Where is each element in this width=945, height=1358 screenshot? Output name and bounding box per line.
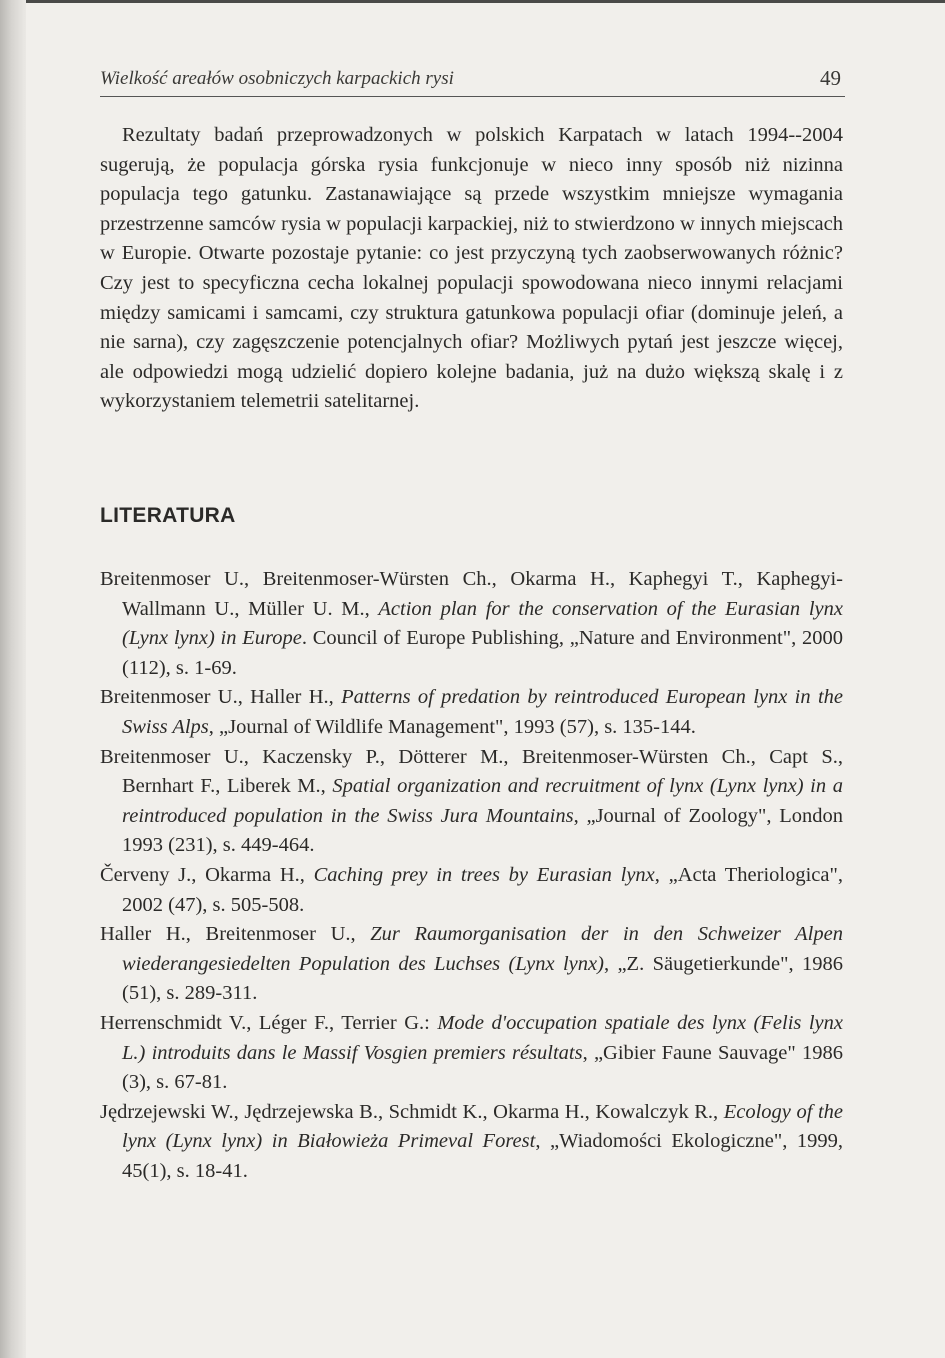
reference-details: , „Z. Säugetierkunde", 1986 (51), s. 289-311. — [122, 952, 843, 1005]
book-gutter-shadow — [0, 0, 26, 1358]
reference-authors: Haller H., Breitenmoser U., — [100, 923, 371, 946]
reference-details: , „Gibier Faune Sauvage" 1986 (3), s. 67-81. — [122, 1041, 843, 1094]
reference-details: , „Journal of Wildlife Management", 1993 (57), s. 135-144. — [208, 715, 696, 738]
reference-title: Ecology of the lynx (Lynx lynx) in Białowieża Primeval Forest — [122, 1100, 844, 1153]
reference-item — [100, 743, 843, 861]
reference-details: , „Acta Theriologica", 2002 (47), s. 505-508. — [122, 863, 843, 916]
reference-details: . Council of Europe Publishing, „Nature and Environment", 2000 (112), s. 1-69. — [122, 627, 843, 679]
reference-details: , „Wiadomości Ekologiczne", 1999, 45(1), s. 18-41. — [122, 1130, 844, 1182]
body-paragraph: Rezultaty badań przeprowadzonych w polskich Karpatach w latach 1994--2004 sugerują, że populacja górska rysia funkcjonuje w nieco inny sposób niż nizinna populacja tego gatunku. Zastanawiające są przede wszystkim mniejsze wymagania przestrzenne samców rysia w populacji karpackiej, niż to stwierdzono w innych miejscach w Europie. Otwarte pozostaje pytanie: co jest przyczyną tych zaobserwowanych różnic? Czy jest to specyficzna cecha lokalnej populacji spowodowana nieco innymi relacjami między samicami i samcami, czy struktura gatunkowa populacji ofiar (dominuje jeleń, a nie sarna), czy zagęszczenie potencjalnych ofiar? Możliwych pytań jest jeszcze więcej, ale odpowiedzi mogą udzielić dopiero kolejne badania, już na dużo większą skalę i z wykorzystaniem telemetrii satelitarnej. — [100, 124, 843, 413]
reference-item — [100, 565, 843, 683]
reference-authors: Červeny J., Okarma H., — [100, 863, 314, 886]
page-number: 49 — [820, 66, 841, 90]
reference-title: Patterns of predation by reintroduced European lynx in the Swiss Alps — [122, 686, 843, 738]
page-top-edge — [0, 0, 945, 3]
reference-title: Caching prey in trees by Eurasian lynx — [313, 863, 655, 886]
reference-title: Mode d'occupation spatiale des lynx (Felis lynx L.) introduits dans le Massif Vosgien premiers résultats — [122, 1011, 843, 1064]
reference-item — [100, 861, 843, 920]
reference-list — [100, 565, 843, 1186]
reference-item — [100, 920, 843, 1009]
reference-authors: Breitenmoser U., Breitenmoser-Würsten Ch., Okarma H., Kaphegyi T., Kaphegyi-Wallmann U., Müller U. M., — [100, 568, 843, 620]
running-title: Wielkość areałów osobniczych karpackich rysi — [100, 68, 454, 89]
reference-title: Zur Raumorganisation der in den Schweizer Alpen wiederangesiedelten Population des Luchses (Lynx lynx) — [122, 923, 843, 975]
reference-title: Action plan for the conservation of the Eurasian lynx (Lynx lynx) in Europe — [122, 597, 843, 650]
reference-authors: Breitenmoser U., Kaczensky P., Dötterer M., Breitenmoser-Würsten Ch., Capt S., Bernhart F., Liberek M., — [100, 745, 843, 798]
literature-heading: LITERATURA — [100, 504, 236, 527]
reference-item — [100, 1098, 843, 1187]
reference-authors: Breitenmoser U., Haller H., — [100, 686, 342, 709]
reference-details: , „Journal of Zoology", London 1993 (231), s. 449-464. — [122, 804, 844, 857]
reference-item — [100, 683, 843, 742]
running-header — [100, 68, 845, 97]
reference-authors: Jędrzejewski W., Jędrzejewska B., Schmidt K., Okarma H., Kowalczyk R., — [100, 1100, 724, 1123]
reference-authors: Herrenschmidt V., Léger F., Terrier G.: — [100, 1011, 438, 1034]
reference-title: Spatial organization and recruitment of lynx (Lynx lynx) in a reintroduced population in the Swiss Jura Mountains — [122, 775, 843, 827]
reference-item — [100, 1009, 843, 1098]
